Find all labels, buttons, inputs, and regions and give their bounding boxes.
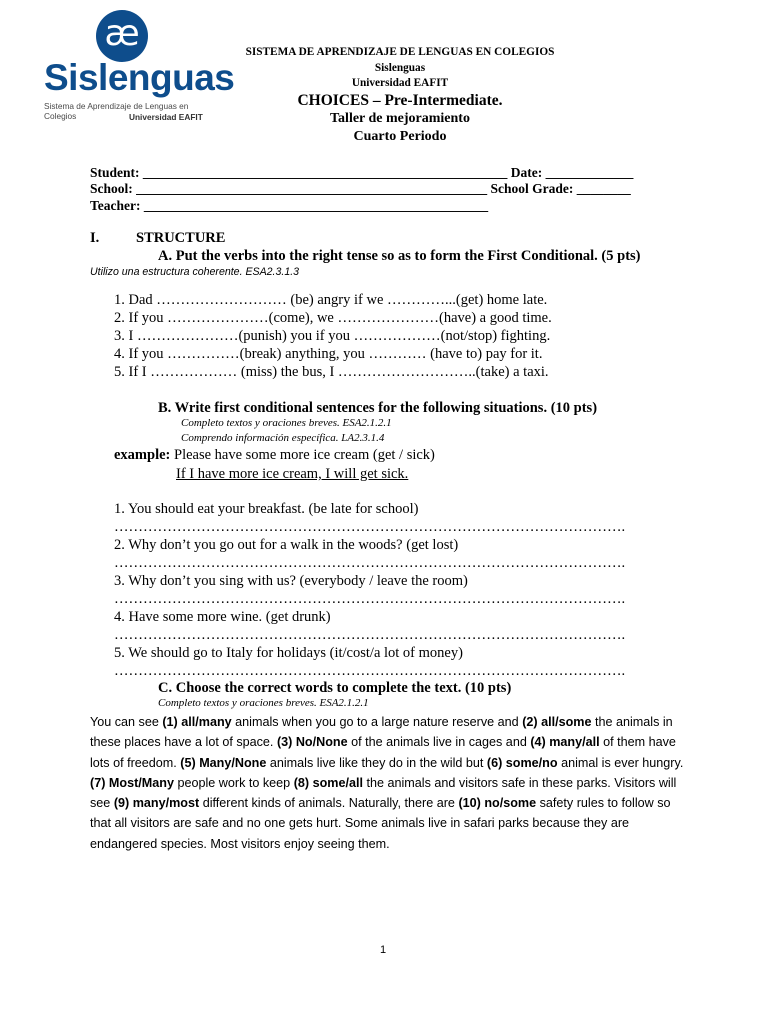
logo-tagline: Sistema de Aprendizaje de Lenguas en Colegios xyxy=(44,101,189,121)
choice-option[interactable]: (9) many/most xyxy=(113,796,200,811)
part-b-standard-1: Completo textos y oraciones breves. ESA2.1.2.1 xyxy=(181,417,392,429)
example-label: example: xyxy=(114,447,171,463)
paragraph-text: the animals in these places have a lot of space. xyxy=(90,715,673,750)
logo-university: Universidad EAFIT xyxy=(129,112,203,122)
example-answer: If I have more ice cream, I will get sick. xyxy=(176,466,409,482)
part-a-standard: Utilizo una estructura coherente. ESA2.3.1.3 xyxy=(90,266,300,278)
choice-option[interactable]: (4) many/all xyxy=(530,735,600,750)
paragraph-text: You can see xyxy=(90,715,163,729)
paragraph-text: animals live like they do in the wild but xyxy=(266,755,487,770)
part-a-title: A. Put the verbs into the right tense so as to form the First Conditional. (5 pts) xyxy=(158,248,641,264)
answer-line-2[interactable]: ……………………………………………………………………………………………. xyxy=(114,555,626,571)
part-b-item-2: 2. Why don’t you go out for a walk in the woods? (get lost) xyxy=(114,537,459,553)
part-b-item-3: 3. Why don’t you sing with us? (everybody / leave the room) xyxy=(114,573,468,589)
paragraph-text: of the animals live in cages and xyxy=(347,735,531,750)
choice-option[interactable]: (8) some/all xyxy=(293,775,363,790)
student-date-field[interactable]: Student: ______________________________________________________ Date: _____________ xyxy=(90,165,634,180)
document-subtitle-2: Cuarto Periodo xyxy=(353,129,447,144)
part-b-title: B. Write first conditional sentences for the following situations. (10 pts) xyxy=(158,400,598,416)
part-a-item-1: 1. Dad ……………………… (be) angry if we …………...(get) home late. xyxy=(114,292,548,308)
paragraph-text: people work to keep xyxy=(173,775,294,790)
part-a-item-2: 2. If you …………………(come), we …………………(have) a good time. xyxy=(114,310,552,326)
part-b-item-5: 5. We should go to Italy for holidays (it/cost/a lot of money) xyxy=(114,645,463,661)
answer-line-5[interactable]: ……………………………………………………………………………………………. xyxy=(114,663,626,679)
header-line-3: Universidad EAFIT xyxy=(351,77,449,89)
part-c-title: C. Choose the correct words to complete the text. (10 pts) xyxy=(158,680,512,696)
paragraph-text: safety rules to follow so that all visitors are safe and no one gets hurt. Some animals live in safari parks because they are endangered species. Most visitors enjoy seeing them. xyxy=(90,796,671,851)
document-subtitle-1: Taller de mejoramiento xyxy=(330,111,470,126)
answer-line-4[interactable]: ……………………………………………………………………………………………. xyxy=(114,627,626,643)
logo-mark-glyph: æ xyxy=(104,13,140,54)
example-text: Please have some more ice cream (get / sick) xyxy=(170,447,435,463)
example-line xyxy=(114,447,435,464)
sislenguas-logo xyxy=(44,6,235,122)
choice-option[interactable]: (3) No/None xyxy=(276,735,348,750)
choice-option[interactable]: (10) no/some xyxy=(458,796,537,811)
header-line-2: Sislenguas xyxy=(374,62,426,74)
part-b-standard-2: Comprendo información específica. LA2.3.1.4 xyxy=(181,432,385,444)
part-c-standard: Completo textos y oraciones breves. ESA2.1.2.1 xyxy=(158,697,369,709)
paragraph-text: different kinds of animals. Naturally, there are xyxy=(199,796,459,811)
part-b-item-1: 1. You should eat your breakfast. (be late for school) xyxy=(114,501,419,517)
choice-option[interactable]: (5) Many/None xyxy=(180,755,267,770)
choice-option[interactable]: (7) Most/Many xyxy=(90,775,174,790)
paragraph-text: animal is ever hungry. xyxy=(557,755,684,770)
header-line-1: SISTEMA DE APRENDIZAJE DE LENGUAS EN COLEGIOS xyxy=(245,46,555,58)
answer-line-3[interactable]: ……………………………………………………………………………………………. xyxy=(114,591,626,607)
document-title: CHOICES – Pre-Intermediate. xyxy=(297,92,503,109)
paragraph-text: the animals and visitors safe in these parks. Visitors will see xyxy=(90,775,677,811)
part-a-item-3: 3. I …………………(punish) you if you ………………(not/stop) fighting. xyxy=(114,328,551,344)
school-grade-field[interactable]: School: ____________________________________________________ School Grade: ________ xyxy=(90,181,631,196)
teacher-field[interactable]: Teacher: ___________________________________________________ xyxy=(90,198,489,213)
paragraph-text: animals when you go to a large nature reserve and xyxy=(231,715,523,729)
section-numeral: I. xyxy=(90,230,100,246)
logo-wordmark: Sislenguas xyxy=(44,57,235,98)
part-b-item-4: 4. Have some more wine. (get drunk) xyxy=(114,609,331,625)
ae-logo-icon xyxy=(96,10,148,62)
choice-option[interactable]: (1) all/many xyxy=(162,715,232,729)
choice-option[interactable]: (2) all/some xyxy=(522,715,592,729)
part-a-item-4: 4. If you ……………(break) anything, you ………… (have to) pay for it. xyxy=(114,346,543,362)
part-a-item-5: 5. If I ……………… (miss) the bus, I ………………………..(take) a taxi. xyxy=(114,364,549,380)
paragraph-text: of them have lots of freedom. xyxy=(90,735,676,770)
answer-line-1[interactable]: ……………………………………………………………………………………………. xyxy=(114,519,626,535)
page-number: 1 xyxy=(380,944,387,956)
part-c-paragraph xyxy=(90,712,690,854)
choice-option[interactable]: (6) some/no xyxy=(486,755,558,770)
section-title: STRUCTURE xyxy=(136,230,226,246)
